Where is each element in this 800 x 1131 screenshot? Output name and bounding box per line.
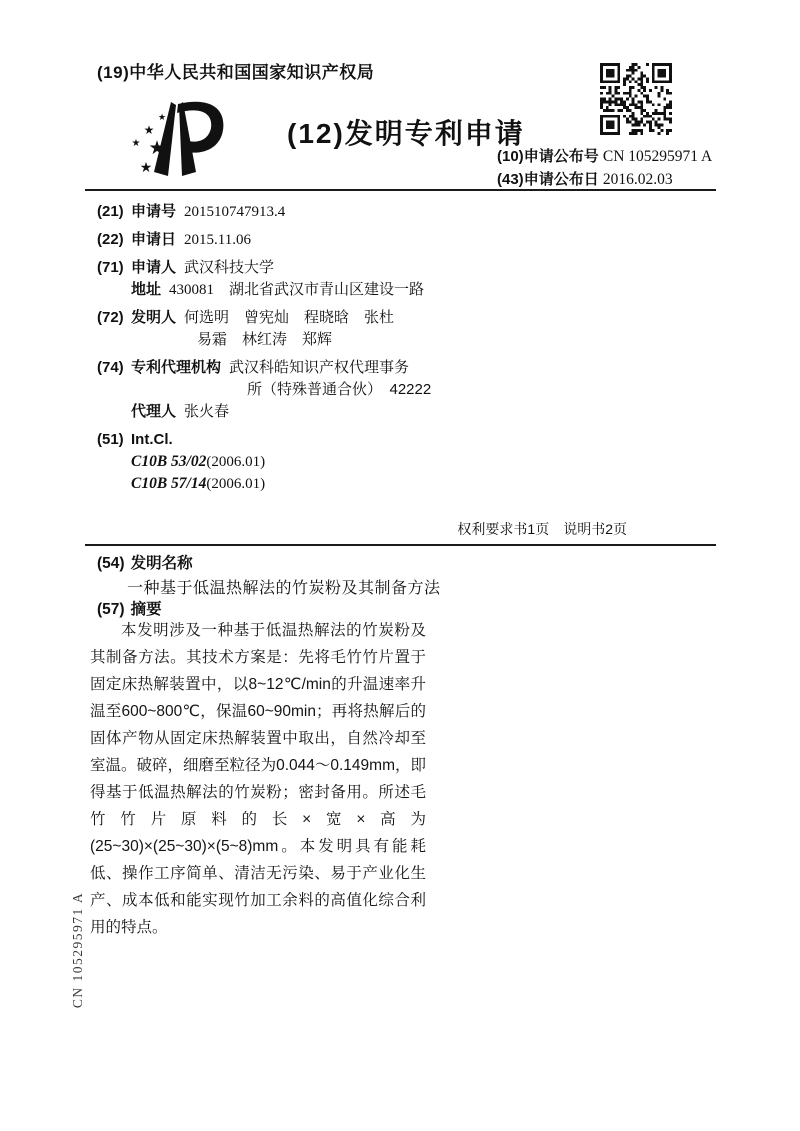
inventors-block [97,307,517,351]
abstract-heading [97,597,162,619]
inventors-line1: 何选明 曾宪灿 程晓晗 张杜 [184,309,395,326]
cnipa-logo-icon [116,96,234,192]
svg-text:★: ★ [143,123,155,137]
inventors-line2: 易霜 林红涛 郑辉 [197,331,333,348]
inventors-row [97,307,517,329]
field-code: (22) [97,231,124,248]
field-code: (71) [97,259,124,276]
field-label: 摘要 [130,601,162,618]
agent-row [97,401,517,423]
ipc-class-date: (2006.01) [206,476,266,492]
applicant-address-row [97,279,517,301]
publication-date-code: (43) [497,171,524,188]
agency-name-line2: 所（特殊普通合伙） 42222 [247,381,432,398]
ipc-class-date: (2006.01) [206,454,266,470]
field-code: (57) [97,601,125,618]
applicant-address: 430081 湖北省武汉市青山区建设一路 [169,282,425,298]
int-cl-block [97,429,517,495]
field-label: Int.Cl. [131,431,173,448]
vertical-publication-number: CN 105295971 A [70,891,85,1009]
invention-title: 一种基于低温热解法的竹炭粉及其制备方法 [127,580,441,597]
field-label: 申请人 [131,259,177,276]
int-cl-row [97,429,517,451]
ipc-class-1 [97,451,517,473]
application-date-row [97,229,517,251]
agent-name: 张火春 [184,403,230,420]
qr-code-icon [600,63,672,135]
publication-number-label: 申请公布号 [523,148,599,165]
field-code: (51) [97,431,124,448]
abstract-text: 本发明涉及一种基于低温热解法的竹炭粉及其制备方法。其技术方案是：先将毛竹竹片置于固定床热解装置中，以8~12℃/min的升温速率升温至600~800℃，保温60~90min；再将热解后的固体产物从固定床热解装置中取出，自然冷却至室温。破碎，细磨至粒径为0.044～0.149mm，即得基于低温热解法的竹炭粉；密封备用。所述毛竹竹片原料的长×宽×高为(25~30)×(25~30)×(5~8)mm。本发明具有能耗低、操作工序简单、清洁无污染、易于产业化生产、成本低和能实现竹加工余料的高值化综合利用的特点。 [90,622,426,936]
application-number-row [97,201,517,223]
field-code: (54) [97,555,125,572]
field-code: (21) [97,203,124,220]
application-number-value: 201510747913.4 [184,204,286,220]
applicant-row [97,257,517,279]
publication-date-value: 2016.02.03 [602,171,673,188]
svg-text:★: ★ [139,159,153,175]
publication-date-row [497,168,673,189]
bibliographic-data [97,201,517,495]
field-label: 发明人 [131,309,177,326]
field-label: 申请日 [131,231,177,248]
svg-text:★: ★ [157,112,167,122]
publication-number-row [497,145,712,166]
field-code: (72) [97,309,124,326]
ipc-class-code: C10B 53/02 [131,453,207,470]
publication-date-label: 申请公布日 [523,171,599,188]
document-type-title: (12)发明专利申请 [287,118,525,149]
agency-block [97,357,517,423]
agency-name-line1: 武汉科皓知识产权代理事务 [229,359,410,376]
svg-text:★: ★ [131,138,141,149]
agency-row [97,357,517,379]
invention-title-heading [97,551,193,573]
applicant-name: 武汉科技大学 [184,259,275,276]
ipc-class-2 [97,473,517,495]
section-divider [85,544,716,546]
applicant-block [97,257,517,301]
field-label: 专利代理机构 [131,359,222,376]
header-divider [85,189,716,191]
application-date-value: 2015.11.06 [184,232,251,248]
publication-number-code: (10) [497,148,524,165]
svg-text:★: ★ [148,138,166,159]
address-label: 地址 [131,281,162,298]
field-code: (74) [97,359,124,376]
publication-number-value: CN 105295971 A [602,148,713,165]
ipc-class-code: C10B 57/14 [131,475,207,492]
agent-label: 代理人 [131,403,177,420]
field-label: 申请号 [131,203,177,220]
field-label: 发明名称 [130,555,193,572]
office-name: (19)中华人民共和国国家知识产权局 [97,63,375,82]
pages-info: 权利要求书1页 说明书2页 [457,521,627,537]
